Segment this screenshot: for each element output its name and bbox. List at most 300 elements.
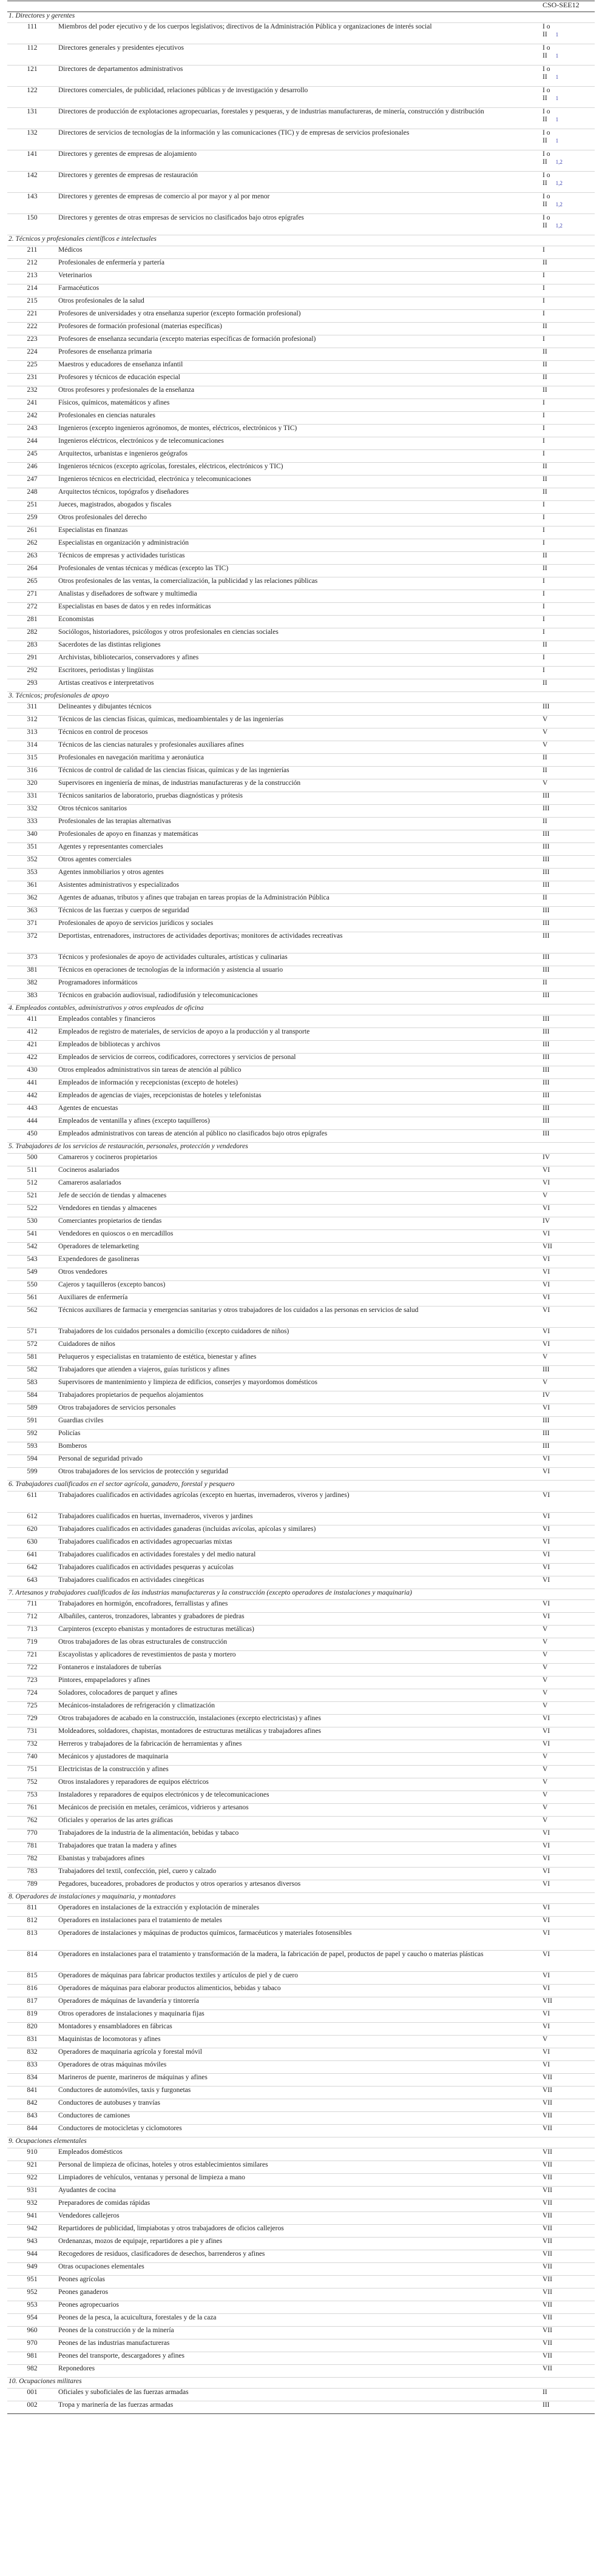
footnote-ref[interactable]: 1 bbox=[555, 138, 559, 144]
group-title: 1. Directores y gerentes bbox=[7, 12, 595, 23]
footnote-ref[interactable]: 1,2 bbox=[555, 180, 563, 186]
social-class-cell bbox=[541, 2187, 595, 2199]
table-row bbox=[7, 514, 595, 526]
social-class-cell bbox=[541, 992, 595, 1004]
social-class-value: VII bbox=[543, 2250, 552, 2258]
table-row bbox=[7, 272, 595, 284]
occupation-code: 752 bbox=[7, 1778, 57, 1791]
table-row bbox=[7, 1166, 595, 1179]
social-class-cell bbox=[541, 1066, 595, 1079]
social-class-value: VII bbox=[543, 2161, 552, 2168]
table-row bbox=[7, 23, 595, 44]
table-row bbox=[7, 1243, 595, 1256]
occupation-code: 372 bbox=[7, 932, 57, 953]
occupation-code: 719 bbox=[7, 1638, 57, 1651]
occupation-code: 942 bbox=[7, 2225, 57, 2238]
occupation-code: 581 bbox=[7, 1353, 57, 1366]
social-class-value: V bbox=[543, 2036, 548, 2043]
social-class-value: VI bbox=[543, 1294, 550, 1301]
table-row bbox=[7, 2365, 595, 2378]
occupation-description: Deportistas, entrenadores, instructores de actividades deportivas; monitores de actividades recreativas bbox=[57, 932, 541, 953]
social-class-value: I bbox=[543, 437, 545, 445]
occupation-description: Trabajadores cualificados en actividades forestales y del medio natural bbox=[57, 1551, 541, 1564]
social-class-value: V bbox=[543, 1379, 548, 1386]
footnote-ref[interactable]: 1,2 bbox=[555, 201, 563, 207]
table-row bbox=[7, 1281, 595, 1294]
social-class-cell bbox=[541, 2087, 595, 2099]
occupation-description: Ingenieros técnicos en electricidad, electrónica y telecomunicaciones bbox=[57, 476, 541, 488]
occupation-code: 729 bbox=[7, 1715, 57, 1727]
group-header bbox=[7, 1893, 595, 1904]
table-row bbox=[7, 1217, 595, 1230]
occupation-description: Economistas bbox=[57, 616, 541, 628]
occupation-description: Peones del transporte, descargadores y afines bbox=[57, 2352, 541, 2365]
social-class-value: III bbox=[543, 1066, 550, 1074]
occupation-code: 789 bbox=[7, 1880, 57, 1893]
table-row bbox=[7, 1753, 595, 1766]
social-class-value: III bbox=[543, 805, 550, 812]
social-class-cell bbox=[541, 2339, 595, 2352]
occupation-description: Marineros de puente, marineros de máquinas y afines bbox=[57, 2074, 541, 2087]
occupation-description: Peluqueros y especialistas en tratamiento de estética, bienestar y afines bbox=[57, 1353, 541, 1366]
occupation-description: Cuidadores de niños bbox=[57, 1340, 541, 1353]
social-class-cell bbox=[541, 1513, 595, 1525]
social-class-value: I bbox=[543, 399, 545, 406]
occupation-code: 815 bbox=[7, 1972, 57, 1985]
social-class-cell bbox=[541, 1525, 595, 1538]
occupation-description: Directores y gerentes de empresas de restauración bbox=[57, 172, 541, 193]
table-row bbox=[7, 628, 595, 641]
social-class-cell bbox=[541, 1328, 595, 1340]
social-class-value: VI bbox=[543, 1740, 550, 1747]
footnote-ref[interactable]: 1,2 bbox=[555, 223, 563, 229]
social-class-value: VII bbox=[543, 2187, 552, 2194]
occupation-code: 931 bbox=[7, 2187, 57, 2199]
occupation-description: Directores de servicios de tecnologías de la información y las comunicaciones (TIC) y de empresas de servicios profesionales bbox=[57, 129, 541, 150]
social-class-value: VI bbox=[543, 1829, 550, 1837]
table-row bbox=[7, 1972, 595, 1985]
table-row bbox=[7, 1079, 595, 1092]
social-class-cell bbox=[541, 1997, 595, 2010]
table-row bbox=[7, 1092, 595, 1105]
table-row bbox=[7, 641, 595, 654]
social-class-cell bbox=[541, 193, 595, 214]
social-class-cell bbox=[541, 1951, 595, 1972]
social-class-value: VI bbox=[543, 1613, 550, 1620]
social-class-cell bbox=[541, 87, 595, 108]
social-class-cell bbox=[541, 1054, 595, 1066]
occupation-description: Peones de la pesca, la acuicultura, forestales y de la caza bbox=[57, 2314, 541, 2327]
occupation-description: Directores comerciales, de publicidad, relaciones públicas y de investigación y desarrollo bbox=[57, 87, 541, 108]
social-class-value: IV bbox=[543, 1391, 550, 1399]
occupation-description: Otros trabajadores de los servicios de protección y seguridad bbox=[57, 1468, 541, 1481]
social-class-cell bbox=[541, 1166, 595, 1179]
table-row bbox=[7, 1576, 595, 1589]
social-class-cell bbox=[541, 894, 595, 907]
table-row bbox=[7, 1130, 595, 1143]
occupation-description: Médicos bbox=[57, 246, 541, 259]
footnote-ref[interactable]: 1 bbox=[555, 32, 559, 38]
group-header bbox=[7, 12, 595, 23]
social-class-cell bbox=[541, 552, 595, 565]
social-class-value: VI bbox=[543, 1166, 550, 1174]
social-class-cell bbox=[541, 1804, 595, 1817]
social-class-value: VII bbox=[543, 2263, 552, 2270]
occupation-code: 970 bbox=[7, 2339, 57, 2352]
table-row bbox=[7, 193, 595, 214]
occupation-code: 265 bbox=[7, 577, 57, 590]
occupation-description: Otros profesionales de las ventas, la comercialización, la publicidad y las relaciones públicas bbox=[57, 577, 541, 590]
social-class-value: VI bbox=[543, 1491, 550, 1499]
occupation-code: 549 bbox=[7, 1268, 57, 1281]
social-class-value: I bbox=[543, 335, 545, 343]
occupation-code: 213 bbox=[7, 272, 57, 284]
social-class-value: III bbox=[543, 2401, 550, 2409]
table-row bbox=[7, 374, 595, 386]
occupation-description: Limpiadores de vehículos, ventanas y personal de limpieza a mano bbox=[57, 2174, 541, 2187]
social-class-cell bbox=[541, 603, 595, 616]
social-class-value: III bbox=[543, 1117, 550, 1125]
occupation-description: Ebanistas y trabajadores afines bbox=[57, 1855, 541, 1868]
table-row bbox=[7, 2212, 595, 2225]
table-body bbox=[7, 12, 595, 2414]
occupation-description: Analistas y diseñadores de software y multimedia bbox=[57, 590, 541, 603]
social-class-value: II bbox=[543, 488, 547, 496]
social-class-cell bbox=[541, 767, 595, 779]
table-row bbox=[7, 1455, 595, 1468]
social-class-cell bbox=[541, 1243, 595, 1256]
table-row bbox=[7, 616, 595, 628]
table-row bbox=[7, 1525, 595, 1538]
social-class-cell bbox=[541, 1192, 595, 1205]
occupation-code: 443 bbox=[7, 1105, 57, 1117]
table-row bbox=[7, 932, 595, 953]
footnote-ref[interactable]: 1,2 bbox=[555, 159, 563, 165]
occupation-description: Peones agropecuarios bbox=[57, 2301, 541, 2314]
social-class-value: VI bbox=[543, 1972, 550, 1979]
occupation-description: Empleados administrativos con tareas de atención al público no clasificados bajo otros epígrafes bbox=[57, 1130, 541, 1143]
occupation-code: 731 bbox=[7, 1727, 57, 1740]
table-row bbox=[7, 1417, 595, 1430]
social-class-value: V bbox=[543, 1817, 548, 1824]
table-row bbox=[7, 1328, 595, 1340]
social-class-value: II bbox=[543, 361, 547, 368]
occupation-code: 283 bbox=[7, 641, 57, 654]
occupation-code: 315 bbox=[7, 754, 57, 767]
social-class-value: VI bbox=[543, 1328, 550, 1335]
occupation-description: Otros vendedores bbox=[57, 1268, 541, 1281]
social-class-cell bbox=[541, 2212, 595, 2225]
social-class-cell bbox=[541, 779, 595, 792]
occupation-code: 272 bbox=[7, 603, 57, 616]
social-class-value: V bbox=[543, 1664, 548, 1671]
social-class-value: V bbox=[543, 1702, 548, 1709]
social-class-cell bbox=[541, 1829, 595, 1842]
social-class-cell bbox=[541, 654, 595, 667]
occupation-code: 442 bbox=[7, 1092, 57, 1105]
occupation-code: 263 bbox=[7, 552, 57, 565]
table-row bbox=[7, 2288, 595, 2301]
social-class-cell bbox=[541, 476, 595, 488]
social-class-value: V bbox=[543, 1778, 548, 1786]
social-class-value: I bbox=[543, 539, 545, 546]
occupation-code: 811 bbox=[7, 1904, 57, 1917]
occupation-code: 121 bbox=[7, 66, 57, 87]
occupation-description: Mecánicos-instaladores de refrigeración y climatización bbox=[57, 1702, 541, 1715]
social-class-value: VI bbox=[543, 1538, 550, 1545]
social-class-cell bbox=[541, 1817, 595, 1829]
social-class-value: VI bbox=[543, 1842, 550, 1849]
occupation-description: Jefe de sección de tiendas y almacenes bbox=[57, 1192, 541, 1205]
group-header bbox=[7, 1143, 595, 1154]
social-class-value: III bbox=[543, 1015, 550, 1023]
social-class-value: III bbox=[543, 1442, 550, 1450]
table-row bbox=[7, 66, 595, 87]
occupation-code: 361 bbox=[7, 881, 57, 894]
table-row bbox=[7, 437, 595, 450]
occupation-description: Técnicos de empresas y actividades turísticas bbox=[57, 552, 541, 565]
social-class-cell bbox=[541, 2401, 595, 2414]
occupation-description: Directores y gerentes de otras empresas de servicios no clasificados bajo otros epígrafes bbox=[57, 214, 541, 235]
occupation-description: Otros trabajadores de servicios personales bbox=[57, 1404, 541, 1417]
footnote-ref[interactable]: 1 bbox=[555, 116, 559, 123]
social-class-cell bbox=[541, 514, 595, 526]
occupation-code: 960 bbox=[7, 2327, 57, 2339]
social-class-cell bbox=[541, 1766, 595, 1778]
social-class-cell bbox=[541, 348, 595, 361]
occupation-code: 500 bbox=[7, 1154, 57, 1166]
social-class-value: VI bbox=[543, 1455, 550, 1462]
table-row bbox=[7, 1842, 595, 1855]
occupation-description: Conductores de camiones bbox=[57, 2112, 541, 2125]
occupation-code: 582 bbox=[7, 1366, 57, 1379]
table-row bbox=[7, 2389, 595, 2401]
occupation-code: 562 bbox=[7, 1306, 57, 1328]
social-class-cell bbox=[541, 1576, 595, 1589]
occupation-code: 542 bbox=[7, 1243, 57, 1256]
social-class-cell bbox=[541, 44, 595, 66]
social-class-cell bbox=[541, 1092, 595, 1105]
social-class-value: VII bbox=[543, 2314, 552, 2321]
occupation-code: 541 bbox=[7, 1230, 57, 1243]
occupation-code: 241 bbox=[7, 399, 57, 412]
occupation-code: 753 bbox=[7, 1791, 57, 1804]
occupation-code: 591 bbox=[7, 1417, 57, 1430]
social-class-cell bbox=[541, 172, 595, 193]
social-class-cell bbox=[541, 1294, 595, 1306]
occupation-code: 223 bbox=[7, 335, 57, 348]
occupation-code: 331 bbox=[7, 792, 57, 805]
social-class-value: III bbox=[543, 992, 550, 999]
occupation-code: 262 bbox=[7, 539, 57, 552]
occupation-description: Arquitectos, urbanistas e ingenieros geógrafos bbox=[57, 450, 541, 463]
occupation-code: 314 bbox=[7, 741, 57, 754]
group-title: 9. Ocupaciones elementales bbox=[7, 2137, 595, 2148]
social-class-cell bbox=[541, 2161, 595, 2174]
occupation-code: 522 bbox=[7, 1205, 57, 1217]
occupation-description: Operadores de otras máquinas móviles bbox=[57, 2061, 541, 2074]
occupation-code: 521 bbox=[7, 1192, 57, 1205]
occupation-code: 833 bbox=[7, 2061, 57, 2074]
social-class-value: I bbox=[543, 412, 545, 419]
occupation-code: 352 bbox=[7, 856, 57, 869]
social-class-value: VI bbox=[543, 1727, 550, 1735]
social-class-cell bbox=[541, 335, 595, 348]
table-row bbox=[7, 1868, 595, 1880]
occupation-description: Ayudantes de cocina bbox=[57, 2187, 541, 2199]
social-class-value: I bbox=[543, 667, 545, 674]
occupation-code: 550 bbox=[7, 1281, 57, 1294]
occupation-description: Montadores y ensambladores en fábricas bbox=[57, 2023, 541, 2036]
social-class-cell bbox=[541, 2148, 595, 2161]
social-class-value: II bbox=[543, 767, 547, 774]
social-class-value: V bbox=[543, 1676, 548, 1684]
social-class-value: V bbox=[543, 1689, 548, 1697]
table-row bbox=[7, 1179, 595, 1192]
social-class-cell bbox=[541, 2238, 595, 2250]
occupation-code: 242 bbox=[7, 412, 57, 425]
table-row bbox=[7, 767, 595, 779]
occupation-description: Especialistas en organización y administración bbox=[57, 539, 541, 552]
social-class-value: I o II bbox=[543, 44, 550, 59]
social-class-cell bbox=[541, 953, 595, 966]
occupation-code: 953 bbox=[7, 2301, 57, 2314]
table-row bbox=[7, 2161, 595, 2174]
occupation-description: Albañiles, canteros, tronzadores, labrantes y grabadores de piedras bbox=[57, 1613, 541, 1626]
social-class-cell bbox=[541, 2199, 595, 2212]
table-row bbox=[7, 361, 595, 374]
social-class-value: III bbox=[543, 869, 550, 876]
occupation-description: Directores de departamentos administrativos bbox=[57, 66, 541, 87]
table-row bbox=[7, 754, 595, 767]
occupation-description: Policías bbox=[57, 1430, 541, 1442]
occupation-description: Agentes de aduanas, tributos y afines que trabajan en tareas propias de la Administración Pública bbox=[57, 894, 541, 907]
table-row bbox=[7, 1028, 595, 1041]
occupation-description: Electricistas de la construcción y afines bbox=[57, 1766, 541, 1778]
social-class-value: V bbox=[543, 1626, 548, 1633]
social-class-cell bbox=[541, 1455, 595, 1468]
occupation-code: 353 bbox=[7, 869, 57, 881]
social-class-cell bbox=[541, 1353, 595, 1366]
table-row bbox=[7, 2148, 595, 2161]
table-row bbox=[7, 1306, 595, 1328]
occupation-code: 412 bbox=[7, 1028, 57, 1041]
occupation-code: 630 bbox=[7, 1538, 57, 1551]
occupation-code: 111 bbox=[7, 23, 57, 44]
table-row bbox=[7, 214, 595, 235]
header-code bbox=[7, 1, 57, 12]
social-class-cell bbox=[541, 1340, 595, 1353]
social-class-value: III bbox=[543, 920, 550, 927]
social-class-value: II bbox=[543, 348, 547, 355]
occupation-description: Profesores de enseñanza primaria bbox=[57, 348, 541, 361]
social-class-value: VII bbox=[543, 2212, 552, 2219]
table-row bbox=[7, 386, 595, 399]
footnote-ref[interactable]: 1 bbox=[555, 53, 559, 59]
occupation-description: Trabajadores cualificados en actividades agropecuarias mixtas bbox=[57, 1538, 541, 1551]
social-class-cell bbox=[541, 577, 595, 590]
occupation-code: 316 bbox=[7, 767, 57, 779]
occupation-code: 225 bbox=[7, 361, 57, 374]
social-class-cell bbox=[541, 2225, 595, 2238]
occupation-code: 814 bbox=[7, 1951, 57, 1972]
table-row bbox=[7, 894, 595, 907]
table-row bbox=[7, 1766, 595, 1778]
social-class-value: IV bbox=[543, 1217, 550, 1225]
social-class-value: III bbox=[543, 966, 550, 974]
table-row bbox=[7, 297, 595, 310]
social-class-cell bbox=[541, 272, 595, 284]
table-row bbox=[7, 1538, 595, 1551]
occupation-code: 264 bbox=[7, 565, 57, 577]
social-class-cell bbox=[541, 1972, 595, 1985]
social-class-cell bbox=[541, 129, 595, 150]
social-class-cell bbox=[541, 1917, 595, 1929]
occupation-code: 713 bbox=[7, 1626, 57, 1638]
occupation-code: 770 bbox=[7, 1829, 57, 1842]
footnote-ref[interactable]: 1 bbox=[555, 95, 559, 101]
table-row bbox=[7, 108, 595, 129]
social-class-cell bbox=[541, 1154, 595, 1166]
occupation-code: 248 bbox=[7, 488, 57, 501]
table-row bbox=[7, 1015, 595, 1028]
social-class-value: III bbox=[543, 1130, 550, 1137]
table-row bbox=[7, 129, 595, 150]
occupation-description: Trabajadores propietarios de pequeños alojamientos bbox=[57, 1391, 541, 1404]
group-header bbox=[7, 1004, 595, 1015]
occupation-code: 593 bbox=[7, 1442, 57, 1455]
social-class-value: VI bbox=[543, 1306, 550, 1314]
occupation-description: Cocineros asalariados bbox=[57, 1166, 541, 1179]
occupation-code: 834 bbox=[7, 2074, 57, 2087]
table-row bbox=[7, 1205, 595, 1217]
social-class-value: III bbox=[543, 703, 550, 710]
social-class-cell bbox=[541, 1391, 595, 1404]
table-row bbox=[7, 1676, 595, 1689]
social-class-value: III bbox=[543, 953, 550, 961]
social-class-value: VII bbox=[543, 1997, 552, 2005]
occupation-description: Agentes de encuestas bbox=[57, 1105, 541, 1117]
occupation-code: 812 bbox=[7, 1917, 57, 1929]
social-class-value: VI bbox=[543, 1855, 550, 1862]
occupation-description: Escayolistas y aplicadores de revestimientos de pasta y mortero bbox=[57, 1651, 541, 1664]
occupation-code: 411 bbox=[7, 1015, 57, 1028]
occupation-description: Empleados de ventanilla y afines (excepto taquilleros) bbox=[57, 1117, 541, 1130]
occupation-description: Técnicos en operaciones de tecnologías de la información y asistencia al usuario bbox=[57, 966, 541, 979]
social-class-value: III bbox=[543, 1105, 550, 1112]
occupation-code: 282 bbox=[7, 628, 57, 641]
occupation-description: Técnicos sanitarios de laboratorio, pruebas diagnósticas y prótesis bbox=[57, 792, 541, 805]
table-row bbox=[7, 2048, 595, 2061]
occupation-code: 261 bbox=[7, 526, 57, 539]
occupation-code: 711 bbox=[7, 1600, 57, 1613]
occupation-code: 441 bbox=[7, 1079, 57, 1092]
occupation-description: Farmacéuticos bbox=[57, 284, 541, 297]
social-class-cell bbox=[541, 1651, 595, 1664]
social-class-cell bbox=[541, 2061, 595, 2074]
occupation-description: Moldeadores, soldadores, chapistas, montadores de estructuras metálicas y trabajadores afines bbox=[57, 1727, 541, 1740]
occupation-code: 363 bbox=[7, 907, 57, 920]
social-class-cell bbox=[541, 1105, 595, 1117]
social-class-cell bbox=[541, 1880, 595, 1893]
social-class-value: II bbox=[543, 2389, 547, 2396]
social-class-value: VII bbox=[543, 2099, 552, 2107]
footnote-ref[interactable]: 1 bbox=[555, 74, 559, 80]
table-row bbox=[7, 44, 595, 66]
group-title: 8. Operadores de instalaciones y maquinaria, y montadores bbox=[7, 1893, 595, 1904]
table-row bbox=[7, 425, 595, 437]
occupation-description: Otros trabajadores de acabado en la construcción, instalaciones (excepto electricistas) y afines bbox=[57, 1715, 541, 1727]
